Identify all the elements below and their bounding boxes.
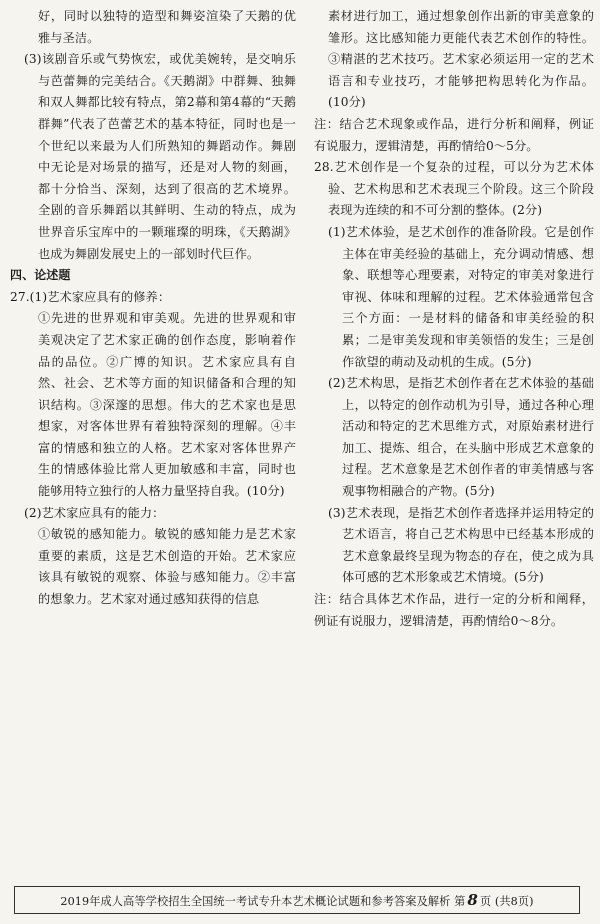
page-footer xyxy=(14,886,580,914)
page-total: (共8页) xyxy=(494,895,534,908)
paragraph: ①先进的世界观和审美观。先进的世界观和审美观决定了艺术家正确的创作态度，影响着作品的品位。②广博的知识。艺术家应具有自然、社会、艺术等方面的知识储备和合理的知识结构。③深邃的思想。伟大的艺术家也是思想家，对客体世界有着独特深刻的理解。④丰富的情感和独立的人格。艺术家对客体世界产生的情感体验比常人更加敏感和丰富，同时也能够用特立独行的人格力量坚持自我。(10分) xyxy=(38,311,296,499)
section-heading: 四、论述题 xyxy=(10,268,71,283)
scoring-note: 注：结合艺术现象或作品，进行分析和阐释，例证有说服力，逻辑清楚，再酌情给0～5分。 xyxy=(314,116,594,153)
paragraph: (1)艺术体验，是艺术创作的准备阶段。它是创作主体在审美经验的基础上，充分调动情感、想象、联想等心理要素，对特定的审美对象进行审视、体味和理解的过程。艺术体验通常包含三个方面：一是材料的储备和审美经验的积累；二是审美发现和审美领悟的发生；三是创作欲望的萌动及动机的生成。(5分) xyxy=(328,224,594,369)
page-prefix: 第 xyxy=(454,895,466,908)
paragraph: ①敏锐的感知能力。敏锐的感知能力是艺术家重要的素质，这是艺术创造的开始。艺术家应该具有敏锐的观察、体验与感知能力。②丰富的想象力。艺术家对通过感知获得的信息 xyxy=(38,527,296,607)
right-column xyxy=(314,6,594,632)
paragraph: 素材进行加工，通过想象创作出新的审美意象的雏形。这比感知能力更能代表艺术创作的特性。③精湛的艺术技巧。艺术家必须运用一定的艺术语言和专业技巧，才能够把构思转化为作品。(10分) xyxy=(328,9,594,110)
footer-text xyxy=(60,891,533,909)
page-suffix: 页 xyxy=(479,895,492,908)
paragraph: 好，同时以独特的造型和舞姿渲染了天鹅的优雅与圣洁。 xyxy=(38,9,296,45)
question-number: 27.(1)艺术家应具有的修养： xyxy=(10,289,171,304)
paragraph: (2)艺术构思，是指艺术创作者在艺术体验的基础上，以特定的创作动机为引导，通过各种心理活动和特定的艺术思维方式，对原始素材进行加工、提炼、组合，在头脑中形成艺术意象的过程。艺术意象是艺术创作者的审美情感与客观事物相融合的产物。(5分) xyxy=(328,376,594,499)
paragraph: (2)艺术家应具有的能力： xyxy=(24,505,165,520)
question-number: 28.艺术创作是一个复杂的过程，可以分为艺术体验、艺术构思和艺术表现三个阶段。这三个阶段表现为连续的和不可分割的整体。(2分) xyxy=(314,160,594,218)
paragraph: (3)艺术表现，是指艺术创作者选择并运用特定的艺术语言，将自己艺术构思中已经基本形成的艺术意象最终呈现为物态的存在，使之成为具体可感的艺术形象或艺术情境。(5分) xyxy=(328,505,594,585)
paragraph: (3)该剧音乐或气势恢宏，或优美婉转，是交响乐与芭蕾舞的完美结合。《天鹅湖》中群舞、独舞和双人舞都比较有特点，第2幕和第4幕的“天鹅群舞”代表了芭蕾艺术的基本特征，同时也是一个世纪以来最为人们所熟知的舞蹈动作。舞剧中无论是对场景的描写，还是对人物的刻画，都十分恰当、深刻，达到了很高的艺术境界。全剧的音乐舞蹈以其鲜明、生动的特点，成为世界音乐宝库中的一颗璀璨的明珠，《天鹅湖》也成为舞剧发展史上的一部划时代巨作。 xyxy=(24,52,296,261)
page-number: 8 xyxy=(467,891,478,909)
footer-title: 2019年成人高等学校招生全国统一考试专升本艺术概论试题和参考答案及解析 xyxy=(60,895,451,908)
left-column xyxy=(10,6,296,611)
scoring-note: 注：结合具体艺术作品，进行一定的分析和阐释，例证有说服力，逻辑清楚，再酌情给0～8分。 xyxy=(314,592,594,628)
